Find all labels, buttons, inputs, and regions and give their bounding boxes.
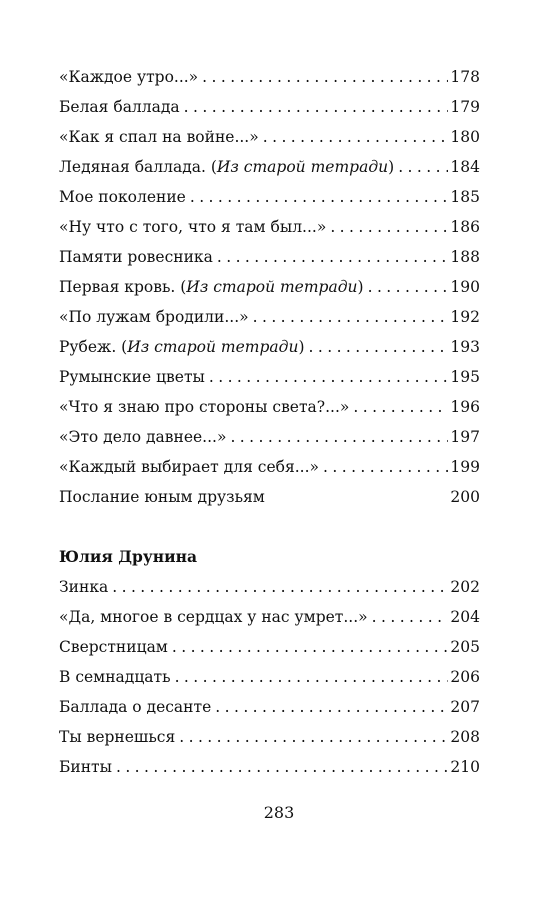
toc-entry [59,212,480,242]
page-number: 283 [263,803,295,822]
toc-entry [59,422,480,452]
toc-dot-leader [198,62,448,92]
toc-entry-title [59,452,319,482]
toc-dot-leader [226,422,448,452]
toc-entry-page: 188 [450,248,480,266]
toc-entry-page: 197 [450,428,480,446]
toc-entry [59,452,480,482]
toc-entry [59,602,480,632]
toc-dot-leader [211,692,448,722]
toc-entry-title-suffix: ) [298,338,305,356]
toc-dot-leader [249,302,449,332]
toc-dot-leader [180,92,449,122]
toc-entry-title-text: Зинка [59,578,109,596]
toc-dot-leader [205,362,449,392]
toc-entry [59,722,480,752]
toc-entry [59,122,480,152]
table-of-contents [59,62,480,782]
toc-entry-title-text: Бинты [59,758,112,776]
toc-entry-title-text: Рубеж. ( [59,338,128,356]
toc-entry-title [59,752,112,782]
toc-entry [59,302,480,332]
toc-entry-page: 207 [450,698,480,716]
toc-entry-title-text: Ты вернешься [59,728,176,746]
toc-entry-page: 200 [450,488,480,506]
toc-entry [59,632,480,662]
toc-entry-title [59,722,175,752]
toc-entry-title [59,272,364,302]
toc-entry-title-text: «Каждое утро...» [59,68,199,86]
toc-entry [59,62,480,92]
toc-entry-title-text: «Что я знаю про стороны света?...» [59,398,350,416]
toc-section-2 [59,572,480,782]
toc-dot-leader [186,182,449,212]
toc-entry-page: 195 [450,368,480,386]
toc-entry-note: Из старой тетради [127,338,299,356]
toc-entry-note: Из старой тетради [186,278,358,296]
toc-dot-leader [394,152,448,182]
toc-dot-leader [112,752,448,782]
toc-entry-title-suffix: ) [357,278,364,296]
toc-dot-leader [175,722,448,752]
toc-entry-page: 208 [450,728,480,746]
toc-entry-page: 190 [450,278,480,296]
toc-entry-title [59,302,249,332]
toc-entry-title-text: Ледяная баллада. ( [59,158,217,176]
toc-entry-page: 184 [450,158,480,176]
toc-entry-title [59,182,186,212]
toc-entry-title-text: «Да, многое в сердцах у нас умрет...» [59,608,368,626]
toc-entry [59,572,480,602]
toc-entry-title-text: Баллада о десанте [59,698,212,716]
toc-entry-title [59,332,305,362]
toc-entry-title-text: Белая баллада [59,98,180,116]
toc-dot-leader [108,572,448,602]
section-gap [59,512,480,542]
toc-dot-leader [168,632,449,662]
toc-entry-page: 210 [450,758,480,776]
toc-entry-page: 186 [450,218,480,236]
toc-entry [59,152,480,182]
toc-entry [59,752,480,782]
toc-entry-title-text: «Каждый выбирает для себя...» [59,458,320,476]
toc-entry-page: 193 [450,338,480,356]
toc-entry-page: 192 [450,308,480,326]
toc-entry-title-text: «Это дело давнее...» [59,428,227,446]
toc-entry-title [59,602,368,632]
toc-entry-page: 202 [450,578,480,596]
toc-entry-page: 196 [450,398,480,416]
toc-entry-title-text: «Ну что с того, что я там был...» [59,218,327,236]
toc-entry [59,92,480,122]
toc-entry-title [59,632,168,662]
toc-entry-title-text: Сверстницам [59,638,168,656]
toc-entry-note: Из старой тетради [216,158,389,176]
toc-entry-title [59,242,213,272]
author-heading: Юлия Друнина [59,547,197,566]
toc-entry-page: 204 [450,608,480,626]
toc-entry-title [59,482,265,512]
toc-dot-leader [326,212,448,242]
toc-entry-title-text: Памяти ровесника [59,248,213,266]
toc-entry-page: 199 [450,458,480,476]
toc-entry-title [59,62,198,92]
toc-entry-title [59,122,259,152]
toc-entry-title [59,572,108,602]
toc-entry-title-text: «По лужам бродили...» [59,308,249,326]
toc-entry-title-text: В семнадцать [59,668,171,686]
toc-entry-page: 178 [450,68,480,86]
toc-entry [59,662,480,692]
toc-entry [59,362,480,392]
toc-entry-title [59,362,205,392]
toc-dot-leader [319,452,448,482]
toc-dot-leader [259,122,449,152]
toc-entry-title-text: Первая кровь. ( [59,278,187,296]
toc-entry-title [59,422,226,452]
toc-entry-title-suffix: ) [388,158,395,176]
toc-entry-title-text: Послание юным друзьям [59,488,265,506]
toc-entry [59,482,480,512]
toc-entry-page: 185 [450,188,480,206]
toc-dot-leader [305,332,449,362]
toc-dot-leader [171,662,449,692]
toc-entry-title [59,212,326,242]
toc-entry-title-text: Мое поколение [59,188,186,206]
toc-entry-title [59,152,394,182]
toc-entry-page: 205 [450,638,480,656]
toc-entry [59,272,480,302]
toc-entry [59,242,480,272]
toc-entry-title-text: «Как я спал на войне...» [59,128,259,146]
toc-section-1 [59,62,480,512]
toc-entry [59,692,480,722]
toc-entry [59,392,480,422]
toc-entry-page: 179 [450,98,480,116]
toc-dot-leader [213,242,449,272]
toc-entry-title [59,662,171,692]
toc-entry-title [59,92,180,122]
toc-entry-page: 206 [450,668,480,686]
toc-dot-leader [349,392,448,422]
toc-entry-title-text: Румынские цветы [59,368,205,386]
toc-entry-title [59,692,211,722]
toc-entry-page: 180 [450,128,480,146]
toc-dot-leader [364,272,449,302]
toc-entry-title [59,392,349,422]
toc-entry [59,332,480,362]
toc-entry [59,182,480,212]
toc-dot-leader [368,602,449,632]
